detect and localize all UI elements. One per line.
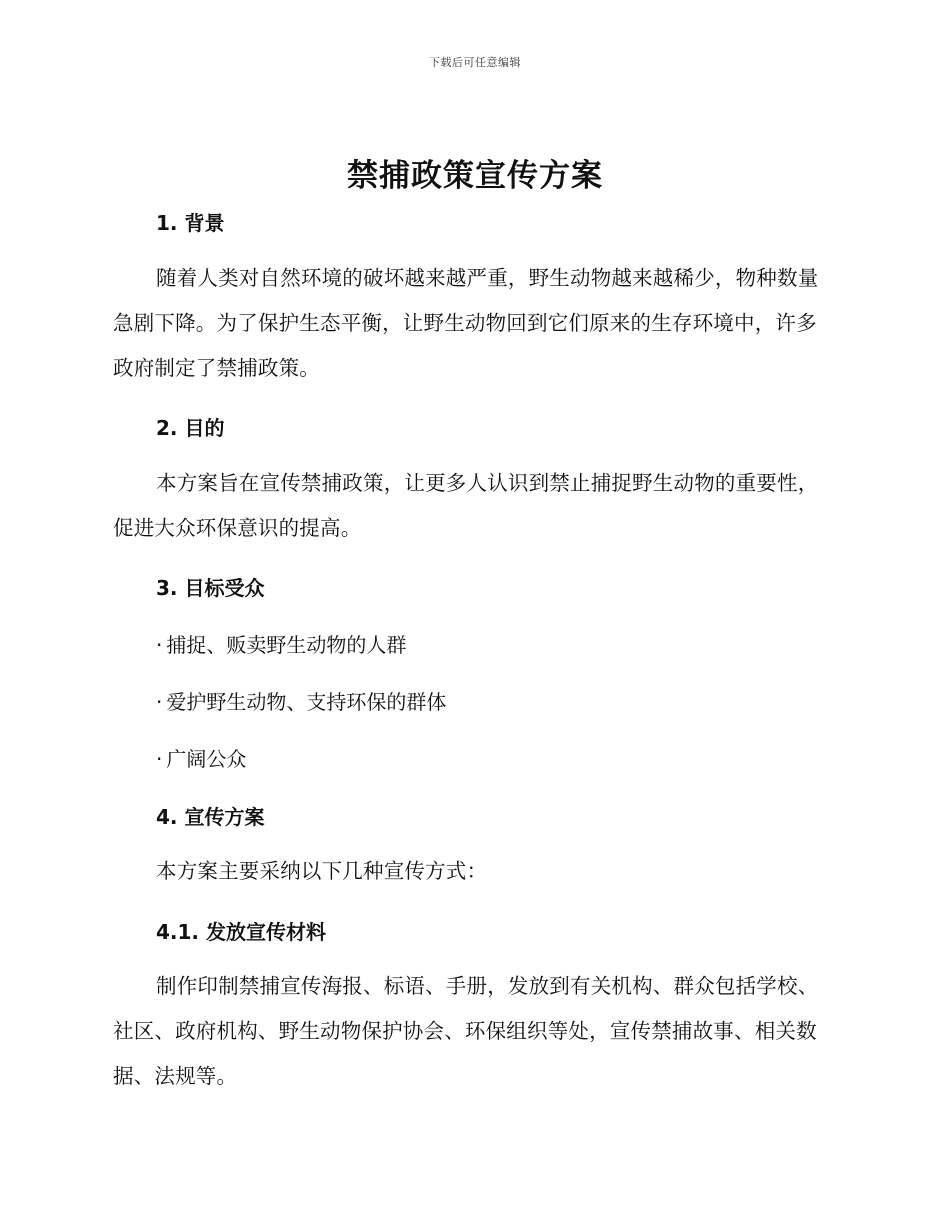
section-paragraph-background: 随着人类对自然环境的破坏越来越严重，野生动物越来越稀少，物种数量急剧下降。为了保护生态平衡，让野生动物回到它们原来的生存环境中，许多政府制定了禁捕政策。	[113, 266, 819, 380]
section-heading-plan: 4. 宣传方案	[156, 805, 265, 829]
header-note: 下载后可任意编辑	[429, 56, 521, 69]
section-paragraph-purpose: 本方案旨在宣传禁捕政策，让更多人认识到禁止捕捉野生动物的重要性，促进大众环保意识的提高。	[113, 471, 819, 540]
section-paragraph-plan: 本方案主要采纳以下几种宣传方式：	[156, 859, 488, 883]
section-heading-purpose: 2. 目的	[156, 416, 225, 440]
list-item	[156, 686, 446, 715]
document-title: 禁捕政策宣传方案	[347, 158, 603, 194]
section-heading-background: 1. 背景	[156, 211, 225, 235]
list-item-text: 爱护野生动物、支持环保的群体	[166, 690, 447, 714]
list-item	[156, 743, 246, 772]
section-paragraph-materials: 制作印制禁捕宣传海报、标语、手册，发放到有关机构、群众包括学校、社区、政府机构、野生动物保护协会、环保组织等处，宣传禁捕故事、相关数据、法规等。	[113, 974, 819, 1088]
list-item-text: 捕捉、贩卖野生动物的人群	[166, 633, 407, 657]
section-heading-materials: 4.1. 发放宣传材料	[156, 920, 326, 944]
list-item-text: 广阔公众	[166, 747, 247, 771]
section-heading-audience: 3. 目标受众	[156, 576, 265, 600]
bullet-icon: ·	[156, 747, 163, 771]
list-item	[156, 629, 406, 658]
bullet-icon: ·	[156, 633, 163, 657]
bullet-icon: ·	[156, 690, 163, 714]
